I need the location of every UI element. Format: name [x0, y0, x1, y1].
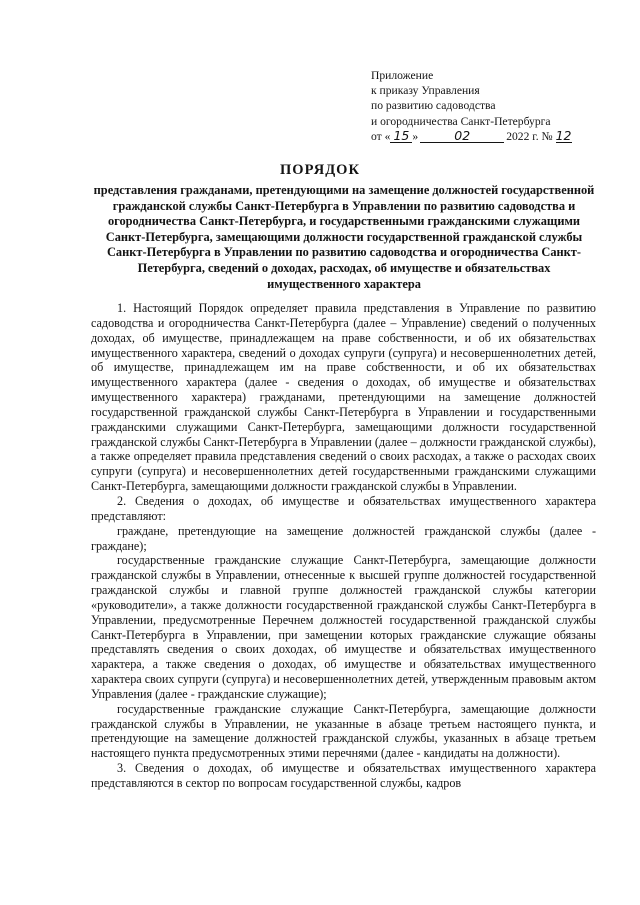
- appendix-line-3: по развитию садоводства: [371, 99, 496, 113]
- appendix-line-2: к приказу Управления: [371, 84, 480, 98]
- paragraph-3: граждане, претендующие на замещение должностей гражданской службы (далее - граждане);: [91, 523, 596, 553]
- handwritten-day: 15: [390, 129, 412, 143]
- paragraph-4: государственные гражданские служащие Санкт-Петербурга, замещающие должности гражданской службы в Управлении, отнесенные к высшей группе должностей государственной гражданской службы и главной группе должностей гражданской службы категории «руководители», а также должности государственной гражданской службы Санкт-Петербурга в Управлении, предусмотренные Перечнем должностей государственной гражданской службы Санкт-Петербурга в Управлении, при замещении которых гражданские служащие обязаны представлять сведения о своих доходах, об имуществе и обязательствах имущественного характера, а также сведения о доходах, об имуществе и обязательствах имущественного характера своих супруги (супруга) и несовершеннолетних детей, утвержденным правовым актом Управления (далее - гражданские служащие);: [91, 553, 596, 701]
- handwritten-month: 02: [420, 129, 504, 143]
- document-title: ПОРЯДОК: [280, 162, 360, 178]
- date-prefix: от «: [371, 129, 391, 143]
- document-body: [91, 301, 596, 791]
- paragraph-2: 2. Сведения о доходах, об имуществе и обязательствах имущественного характера представляют:: [91, 493, 596, 523]
- appendix-date-line: [371, 129, 572, 144]
- paragraph-1: 1. Настоящий Порядок определяет правила представления в Управление по развитию садоводства и огородничества Санкт-Петербурга (далее – Управление) сведений о полученных доходах, об имуществе, принадлежащем на праве собственности, и об их обязательствах имущественного характера, сведений о доходах супруги (супруга) и несовершеннолетних детей, об имуществе, принадлежащем им на праве собственности, и об их обязательствах имущественного характера (далее - сведения о доходах, об имуществе и обязательствах имущественного характера) гражданами, претендующими на замещение должностей государственной гражданской службы Санкт-Петербурга в Управлении и государственными гражданскими служащими Санкт-Петербурга, замещающими должности государственной гражданской службы Санкт-Петербурга в Управлении (далее – должности гражданской службы), а также определяет правила представления сведений о своих расходах, а также о расходах своих супруги (супруга) и несовершеннолетних детей государственными гражданскими служащими Санкт-Петербурга, замещающими должности гражданской службы в Управлении.: [91, 301, 596, 494]
- handwritten-order-number: 12: [555, 127, 572, 143]
- year-number-label: 2022 г. №: [506, 129, 553, 143]
- document-subtitle: представления гражданами, претендующими на замещение должностей государственной гражданской службы Санкт-Петербурга в Управлении по развитию садоводства и огородничества Санкт-Петербурга, и государственными гражданскими служащими Санкт-Петербурга, замещающими должности государственной гражданской службы Санкт-Петербурга в Управлении по развитию садоводства и огородничества Санкт-Петербурга, сведений о доходах, расходах, об имуществе и обязательствах имущественного характера: [93, 183, 595, 291]
- paragraph-5: государственные гражданские служащие Санкт-Петербурга, замещающие должности гражданской службы в Управлении, не указанные в абзаце третьем настоящего пункта, и претендующие на замещение должностей гражданской службы, указанных в абзаце третьем настоящего пункта предусмотренных этими перечнями (далее - кандидаты на должности).: [91, 701, 596, 761]
- appendix-line-1: Приложение: [371, 69, 434, 82]
- paragraph-6: 3. Сведения о доходах, об имуществе и обязательствах имущественного характера представляются в сектор по вопросам государственной службы, кадров: [91, 761, 596, 790]
- appendix-line-4: и огородничества Санкт-Петербурга: [371, 114, 551, 128]
- appendix-block: [371, 68, 572, 144]
- date-mid: »: [412, 129, 419, 143]
